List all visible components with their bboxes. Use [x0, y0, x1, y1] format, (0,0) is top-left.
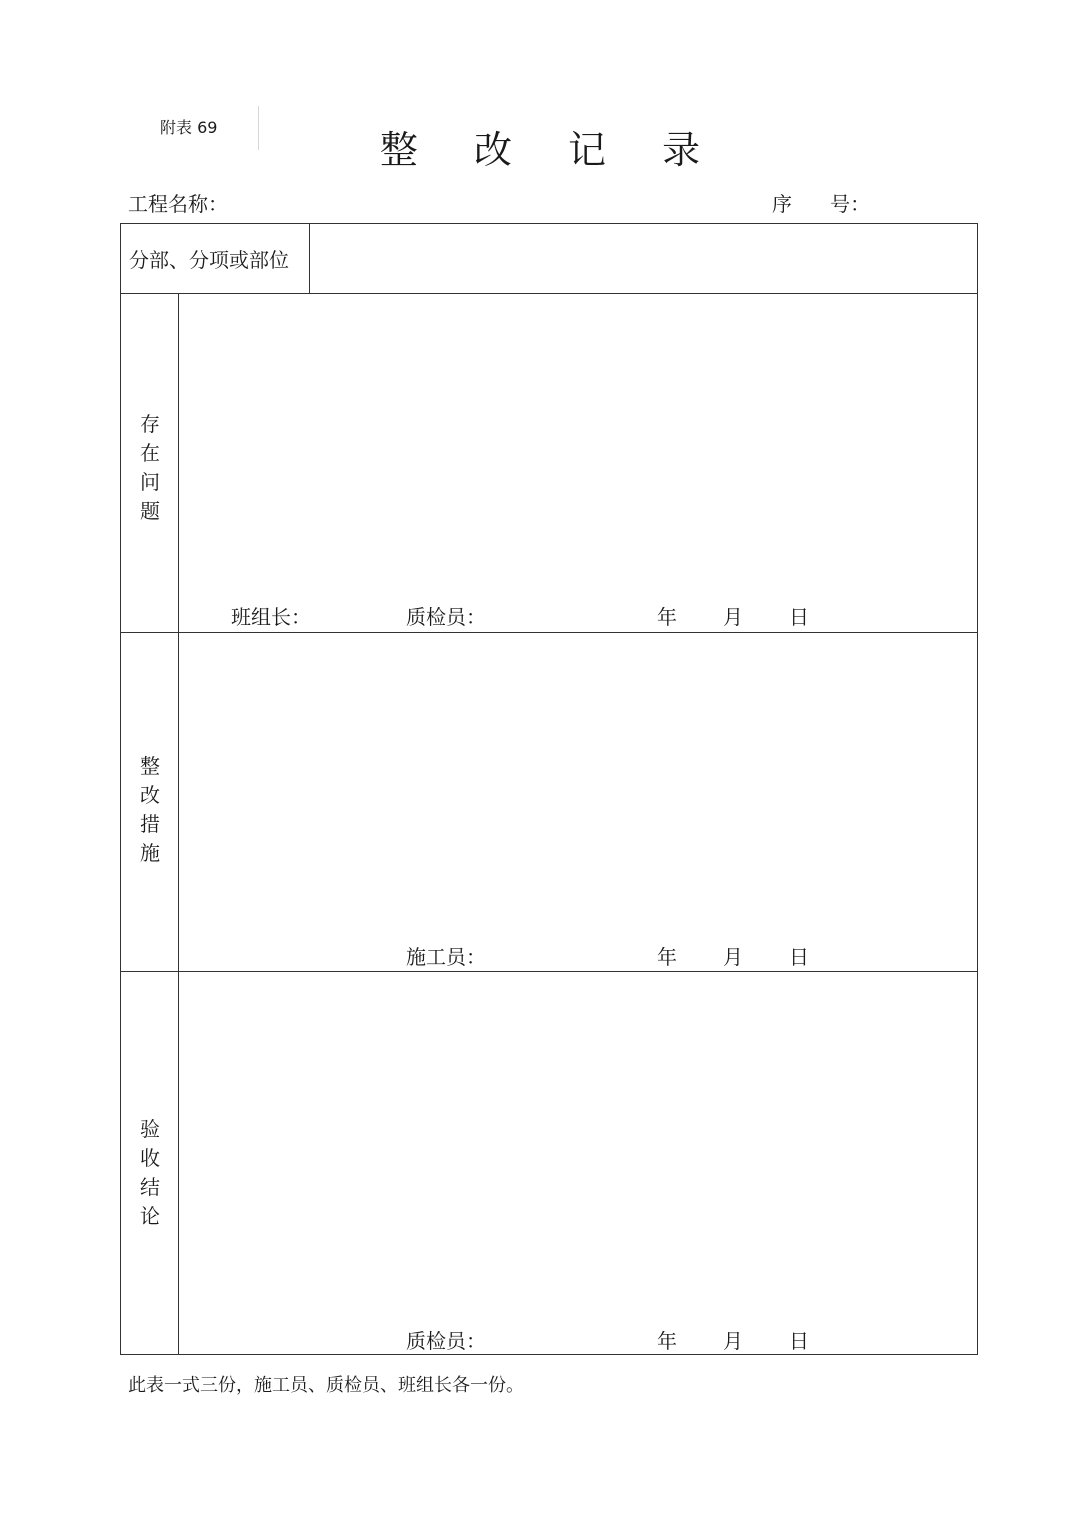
part-value-field[interactable] — [321, 248, 961, 272]
construction-worker-signature-label: 施工员： — [406, 945, 486, 969]
quality-inspector-signature-label: 质检员： — [406, 1329, 486, 1353]
date-month-label: 月 — [723, 945, 743, 969]
project-name-label: 工程名称： — [128, 192, 228, 216]
team-leader-signature-label: 班组长： — [231, 605, 311, 629]
rectification-form-table — [120, 223, 978, 1355]
footer-note: 此表一式三份，施工员、质检员、班组长各一份。 — [128, 1375, 524, 1396]
date-day-label: 日 — [789, 1329, 809, 1353]
rectification-measures-content[interactable] — [181, 635, 975, 935]
date-day-label: 日 — [789, 945, 809, 969]
row-divider-2 — [121, 632, 977, 633]
date-month-label: 月 — [723, 605, 743, 629]
serial-number-label: 序 号： — [772, 192, 871, 216]
document-title: 整 改 记 录 — [379, 128, 723, 172]
acceptance-conclusion-label: 验 收 结 论 — [140, 1117, 160, 1228]
date-day-label: 日 — [789, 605, 809, 629]
row-divider-1 — [121, 293, 977, 294]
part-divider — [309, 224, 310, 293]
date-year-label: 年 — [657, 1329, 677, 1353]
date-month-label: 月 — [723, 1329, 743, 1353]
existing-problems-content[interactable] — [181, 296, 975, 596]
appendix-label: 附表 69 — [160, 118, 218, 137]
quality-inspector-signature-label: 质检员： — [406, 605, 486, 629]
row-divider-3 — [121, 971, 977, 972]
rectification-measures-label: 整 改 措 施 — [140, 754, 160, 865]
date-year-label: 年 — [657, 945, 677, 969]
acceptance-conclusion-content[interactable] — [181, 974, 975, 1314]
part-label-cell: 分部、分项或部位 — [129, 248, 289, 272]
existing-problems-label: 存 在 问 题 — [140, 412, 160, 523]
date-year-label: 年 — [657, 605, 677, 629]
